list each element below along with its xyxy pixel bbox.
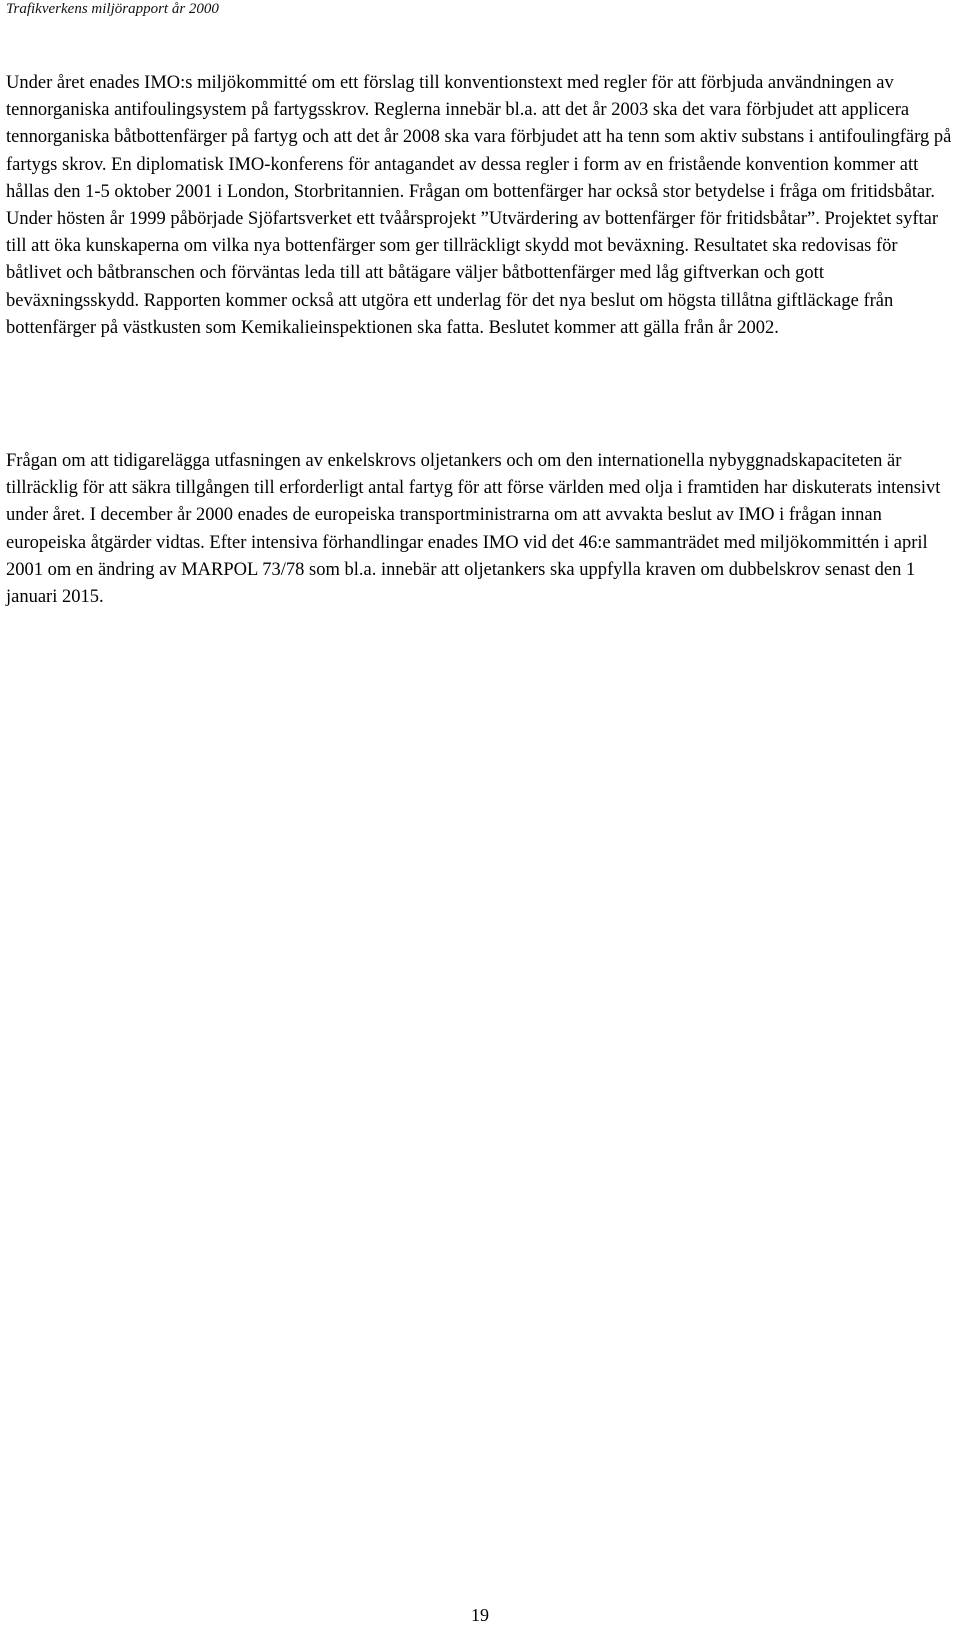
paragraph-tbt-antifouling: Under året enades IMO:s miljökommitté om ett förslag till konventionstext med regler för att förbjuda användningen av tennorganiska antifoulingsystem på fartygsskrov. Reglerna innebär bl.a. att det år 2003 ska det vara förbjudet att applicera tennorganiska båtbottenfärger på fartyg och att det år 2008 ska vara förbjudet att ha tenn som aktiv substans i antifoulingfärg på fartygs skrov. En diplomatisk IMO-konferens för antagandet av dessa regler i form av en fristående konvention kommer att hållas den 1-5 oktober 2001 i London, Storbritannien. Frågan om bottenfärger har också stor betydelse i fråga om fritidsbåtar. Under hösten år 1999 påbörjade Sjöfartsverket ett tvåårsprojekt ”Utvärdering av bottenfärger för fritidsbåtar”. Projektet syftar till att öka kunskaperna om vilka nya bottenfärger som ger tillräckligt skydd mot beväxning. Resultatet ska redovisas för båtlivet och båtbranschen och förväntas leda till att båtägare väljer båtbottenfärger med låg giftverkan och gott beväxningsskydd. Rapporten kommer också att utgöra ett underlag för det nya beslut om högsta tillåtna giftläckage från bottenfärger på västkusten som Kemikalieinspektionen ska fatta. Beslutet kommer att gälla från år 2002.: [6, 73, 952, 338]
paragraph-single-hull-tankers: Frågan om att tidigarelägga utfasningen av enkelskrovs oljetankers och om den internationella nybyggnadskapaciteten är tillräcklig för att säkra tillgången till erforderligt antal fartyg för att förse världen med olja i framtiden har diskuterats intensivt under året. I december år 2000 enades de europeiska transportministrarna om att avvakta beslut av IMO i frågan innan europeiska åtgärder vidtas. Efter intensiva förhandlingar enades IMO vid det 46:e sammanträdet med miljökommittén i april 2001 om en ändring av MARPOL 73/78 som bl.a. innebär att oljetankers ska uppfylla kraven om dubbelskrov senast den 1 januari 2015.: [6, 451, 941, 608]
page-number: 19: [471, 1605, 489, 1625]
running-header-title: Trafikverkens miljörapport år 2000: [6, 1, 219, 17]
